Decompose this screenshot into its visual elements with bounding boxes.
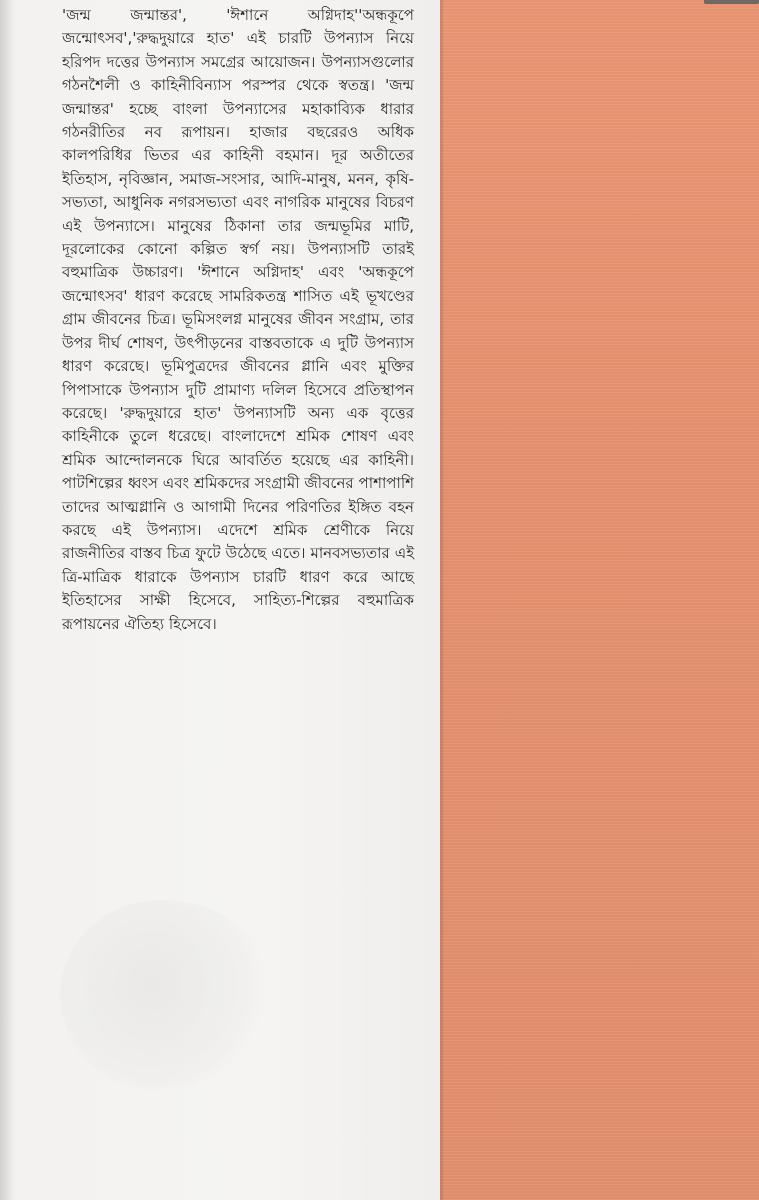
corner-mark bbox=[704, 0, 759, 4]
cover-edge bbox=[440, 0, 443, 1200]
fold-shadow bbox=[0, 0, 14, 1200]
blurb-paragraph: 'জন্ম জন্মান্তর', 'ঈশানে অগ্নিদাহ''অন্ধকূপে জন্মোৎসব','রুদ্ধদুয়ারে হাত' এই চারটি উপন্যাস নিয়ে হরিপদ দত্তের উপন্যাস সমগ্রের আয়োজন। উপন্যাসগুলোর গঠনশৈলী ও কাহিনীবিন্যাস পরস্পর থেকে স্বতন্ত্র। 'জন্ম জন্মান্তর' হচ্ছে বাংলা উপন্যাসের মহাকাব্যিক ধারার গঠনরীতির নব রূপায়ন। হাজার বছরেরও অধিক কালপরিধির ভিতর এর কাহিনী বহমান। দূর অতীতের ইতিহাস, নৃবিজ্ঞান, সমাজ-সংসার, আদি-মানুষ, মনন, কৃষি- সভ্যতা, আধুনিক নগরসভ্যতা এবং নাগরিক মানুষের বিচরণ এই উপন্যাসে। মানুষের ঠিকানা তার জন্মভূমির মাটি, দূরলোকের কোনো কল্পিত স্বর্গ নয়। উপন্যাসটি তারই বহুমাত্রিক উচ্চারণ। 'ঈশানে অগ্নিদাহ' এবং 'অন্ধকূপে জন্মোৎসব' ধারণ করেছে সামরিকতন্ত্র শাসিত এই ভূখণ্ডের গ্রাম জীবনের চিত্র। ভূমিসংলগ্ন মানুষের জীবন সংগ্রাম, তার উপর দীর্ঘ শোষণ, উৎপীড়নের বাস্তবতাকে এ দুটি উপন্যাস ধারণ করেছে। ভূমিপুত্রদের জীবনের গ্লানি এবং মুক্তির পিপাসাকে উপন্যাস দুটি প্রামাণ্য দলিল হিসেবে প্রতিস্থাপন করেছে। 'রুদ্ধদুয়ারে হাত' উপন্যাসটি অন্য এক বৃত্তের কাহিনীকে তুলে ধরেছে। বাংলাদেশে শ্রমিক শোষণ এবং শ্রমিক আন্দোলনকে ঘিরে আবর্তিত হয়েছে এর কাহিনী। পাটশিল্পের ধ্বংস এবং শ্রমিকদের সংগ্রামী জীবনের পাশাপাশি তাদের আত্মগ্লানি ও আগামী দিনের পরিণতির ইঙ্গিত বহন করছে এই উপন্যাস। এদেশে শ্রমিক শ্রেণীকে নিয়ে রাজনীতির বাস্তব চিত্র ফুটে উঠেছে এতে। মানবসভ্যতার এই ত্রি-মাত্রিক ধারাকে উপন্যাস চারটি ধারণ করে আছে ইতিহাসের সাক্ষী হিসেবে, সাহিত্য-শিল্পের বহুমাত্রিক রূপায়নের ঐতিহ্য হিসেবে। bbox=[62, 6, 414, 633]
faint-watermark bbox=[60, 900, 270, 1090]
orange-cover-panel bbox=[440, 0, 759, 1200]
